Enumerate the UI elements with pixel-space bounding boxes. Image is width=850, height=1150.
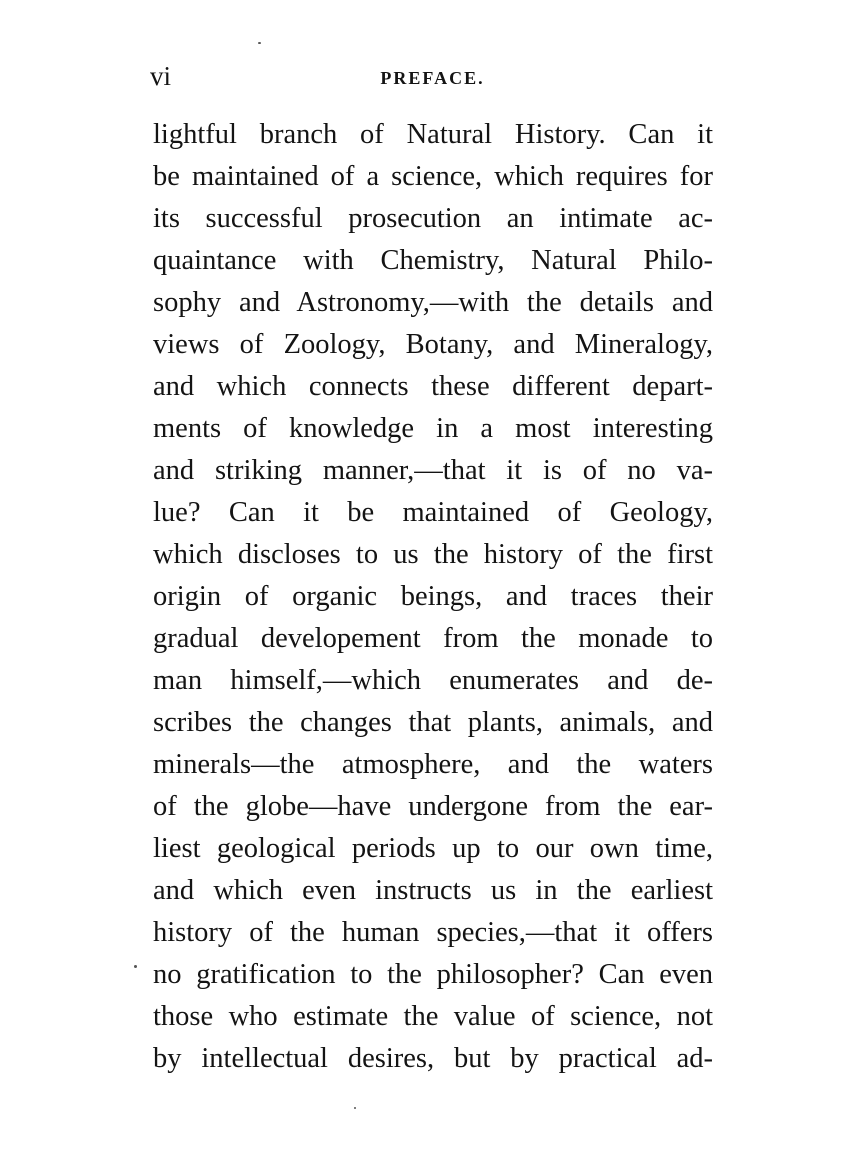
text-line: no gratification to the philosopher? Can even [153,959,713,990]
text-line: liest geological periods up to our own time, [153,833,713,864]
text-line: views of Zoology, Botany, and Mineralogy, [153,329,713,360]
text-line: history of the human species,—that it offers [153,917,713,948]
text-line: sophy and Astronomy,—with the details and [153,287,713,318]
text-line: ments of knowledge in a most interesting [153,413,713,444]
text-line: scribes the changes that plants, animals, and [153,707,713,738]
text-line: its successful prosecution an intimate ac- [153,203,713,234]
page-number: vi [150,61,172,91]
text-line: man himself,—which enumerates and de- [153,665,713,696]
text-line: gradual developement from the monade to [153,623,713,654]
text-line: minerals—the atmosphere, and the waters [153,749,713,780]
running-head: PREFACE. [380,68,485,88]
text-line: be maintained of a science, which requires for [153,161,713,192]
text-line: by intellectual desires, but by practical ad- [153,1043,713,1074]
text-line: those who estimate the value of science, not [153,1001,713,1032]
text-line: quaintance with Chemistry, Natural Philo- [153,245,713,276]
text-line: which discloses to us the history of the first [153,539,713,570]
page-header [150,58,715,94]
text-line: and which even instructs us in the earliest [153,875,713,906]
text-line: origin of organic beings, and traces their [153,581,713,612]
body-text [153,114,713,1080]
text-line: of the globe—have undergone from the ear- [153,791,713,822]
text-line: lightful branch of Natural History. Can it [153,119,713,150]
text-line: and striking manner,—that it is of no va- [153,455,713,486]
text-line: and which connects these different depart- [153,371,713,402]
text-line: lue? Can it be maintained of Geology, [153,497,713,528]
print-speck [134,965,137,968]
print-speck [258,42,261,44]
print-speck [354,1107,356,1109]
